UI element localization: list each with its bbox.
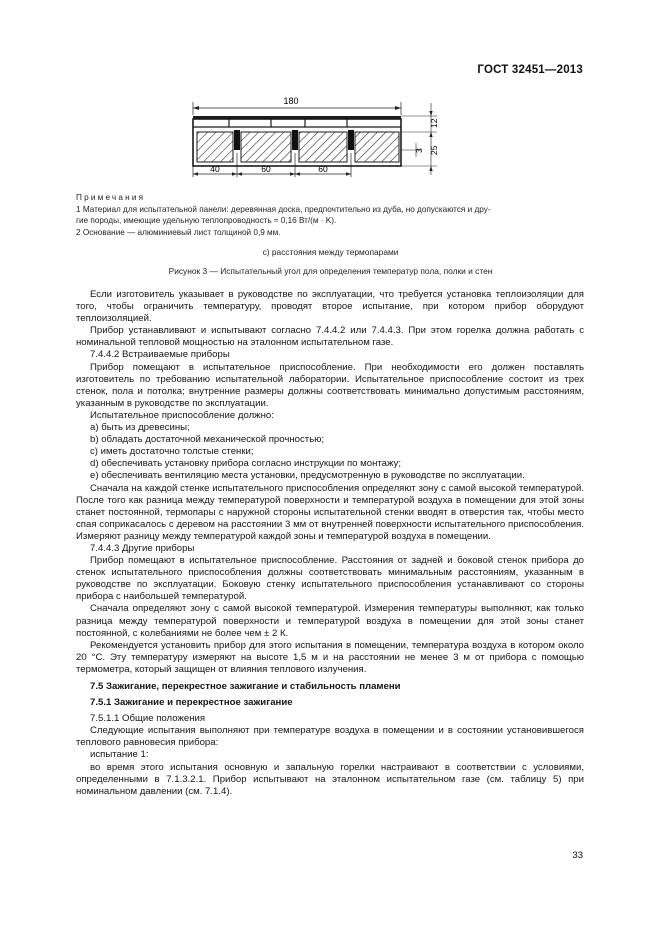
note-2: 2 Основание — алюминиевый лист толщиной 0,9 мм. [76, 227, 281, 237]
wood-block [355, 132, 399, 162]
paragraph: во время этого испытания основную и запальную горелки настраивают в соответствии с условиями, определенными в 7.1.3.2.1. Прибор испытывают на эталонном испытательном газе (см. таблицу 5) при номинальном давлении (см. 7.1.4). [76, 761, 584, 797]
thermocouple [348, 130, 354, 150]
document-body [76, 289, 584, 798]
page-number: 33 [572, 850, 583, 861]
notes-title: Примечания [76, 193, 146, 202]
wood-block [299, 132, 347, 162]
figure-notes [76, 192, 588, 238]
paragraph: Сначала на каждой стенке испытательного приспособления определяют зону с самой высокой температурой. После того как разница между температурой поверхности и температурой воздуха в помещении для этой зоны станет постоянной, термопары с наружной стороны испытательной стенки вводят в отверстия так, чтобы место спая соприкасалось с деревом на расстоянии 3 мм от внутренней поверхности испытательного приспособления. Измеряют разницу между температурой каждой зоны и температурой воздуха в помещении. [76, 482, 584, 542]
list-item: e) обеспечивать вентиляцию места установки, предусмотренную в руководстве по эксплуатации. [90, 470, 525, 482]
paragraph: Прибор устанавливают и испытывают согласно 7.4.4.2 или 7.4.4.3. При этом горелка должна работать с номинальной тепловой мощностью на эталонном испытательном газе. [76, 325, 584, 349]
dim-60b: 60 [318, 164, 328, 174]
dim-40: 40 [210, 164, 220, 174]
list-item: c) иметь достаточно толстые стенки; [90, 446, 254, 458]
dim-3: 3 [414, 148, 424, 153]
section-heading-75: 7.5 Зажигание, перекрестное зажигание и стабильность пламени [90, 681, 401, 692]
paragraph: Рекомендуется установить прибор для этого испытания в помещении, температура воздуха в котором около 20 °С. Эту температуру измеряют на высоте 1,5 м и на расстоянии не менее 3 м от прибора с помощью термометра, который защищен от влияния теплового излучения. [76, 639, 584, 675]
paragraph: Испытательное приспособление должно: [90, 409, 274, 421]
paragraph: Прибор помещают в испытательное приспособление. При необходимости его должен поставлять изготовитель по требованию испытательной лаборатории. Испытательное приспособление состоит из трех стенок, пола и потолка; внутренние размеры должны соответствовать минимально допустимым расстояниям, указанным в руководстве по эксплуатации. [76, 361, 584, 409]
list-item: a) быть из древесины; [90, 422, 190, 434]
list-item: b) обладать достаточной механической прочностью; [90, 434, 325, 446]
note-1a: 1 Материал для испытательной панели: деревянная доска, предпочтительно из дуба, но допускаются и дру- [76, 204, 491, 214]
dim-12: 12 [429, 118, 439, 128]
section-heading-7442: 7.4.4.2 Встраиваемые приборы [90, 349, 230, 361]
paragraph: испытание 1: [90, 749, 149, 761]
dim-total: 180 [283, 96, 299, 106]
paragraph: Если изготовитель указывает в руководстве по эксплуатации, что требуется установка теплоизоляции для того, чтобы ограничить температуру, проводят второе испытание, при котором прибор оборудуют теплоизоляцией. [76, 289, 584, 325]
section-heading-7511: 7.5.1.1 Общие положения [90, 713, 206, 725]
wood-block [241, 132, 291, 162]
document-header: ГОСТ 32451—2013 [477, 64, 583, 76]
note-1b: гие породы, имеющие удельную теплопроводность ≈ 0,16 Вт/(м · K). [76, 216, 337, 226]
thermocouple [292, 130, 298, 150]
subfigure-caption: с) расстояния между термопарами [262, 247, 399, 257]
thermocouple [234, 130, 240, 150]
list-item: d) обеспечивать установку прибора согласно инструкции по монтажу; [90, 458, 401, 470]
dim-60a: 60 [261, 164, 271, 174]
paragraph: Прибор помещают в испытательное приспособление. Расстояния от задней и боковой стенок прибора до стенок испытательного приспособления должны соответствовать минимальным расстояниям, указанным в руководстве по эксплуатации. Боковую стенку испытательного приспособления устанавливают со стороны прибора с наибольшей температурой. [76, 555, 584, 603]
dim-25: 25 [429, 145, 439, 155]
section-heading-751: 7.5.1 Зажигание и перекрестное зажигание [90, 697, 293, 709]
wood-block [197, 132, 233, 162]
paragraph: Сначала определяют зону с самой высокой температурой. Измерения температуры выполняют, как только разница между температурой поверхности и температурой воздуха в помещении для этой зоны станет постоянной, с колебаниями не более чем ± 2 К. [76, 603, 584, 639]
paragraph: Следующие испытания выполняют при температуре воздуха в помещении и в состоянии установившегося теплового равновесия прибора: [76, 725, 584, 749]
thermocouple-spacing-figure [185, 95, 445, 185]
section-heading-7443: 7.4.4.3 Другие приборы [90, 542, 195, 554]
figure-caption: Рисунок 3 — Испытательный угол для определения температур пола, полки и стен [168, 266, 493, 276]
